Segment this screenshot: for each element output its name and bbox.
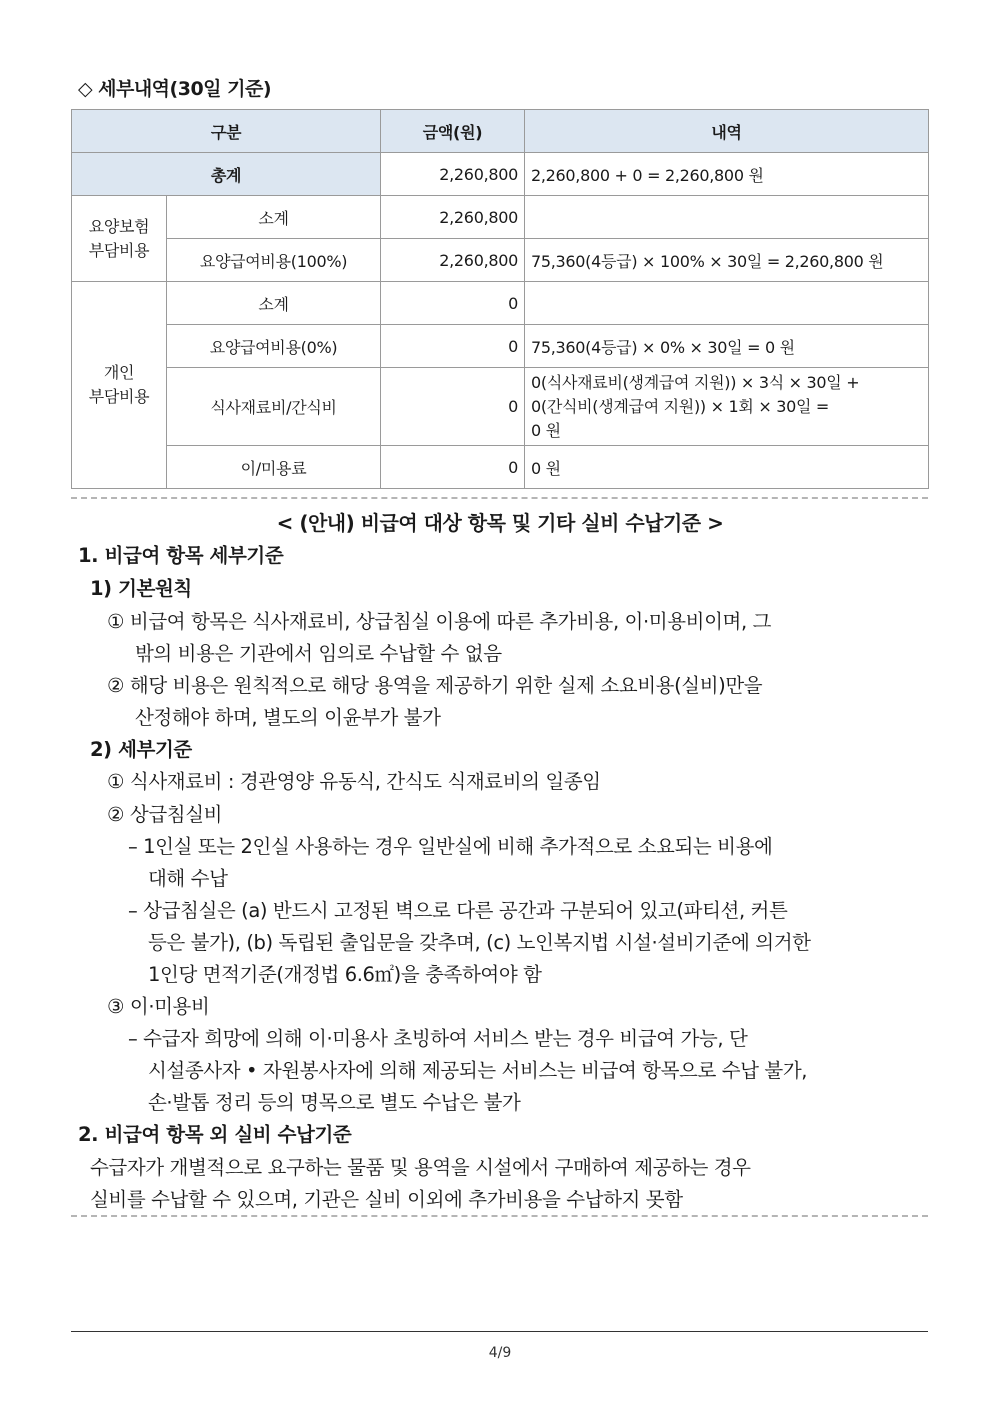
insurance-group-line2: 부담비용 xyxy=(88,240,150,260)
section-title xyxy=(78,74,271,101)
header-amount: 금액(원) xyxy=(381,110,525,153)
table-row xyxy=(72,325,929,368)
insurance-group-line1: 요양보험 xyxy=(88,216,150,236)
guide-line: ① 식사재료비 : 경관영양 유동식, 간식도 식재료비의 일종임 xyxy=(107,770,601,793)
row-label: 소계 xyxy=(167,282,381,325)
guide-title: < (안내) 비급여 대상 항목 및 기타 실비 수납기준 > xyxy=(276,511,724,535)
guide-line: 손·발톱 정리 등의 명목으로 별도 수납은 불가 xyxy=(148,1091,521,1114)
guide-line: ① 비급여 항목은 식사재료비, 상급침실 이용에 따른 추가비용, 이·미용비이며, 그 xyxy=(107,610,772,633)
guide-subheading: 2) 세부기준 xyxy=(90,738,192,761)
row-amount: 2,260,800 xyxy=(381,196,525,239)
guide-line: 시설종사자 • 자원봉사자에 의해 제공되는 서비스는 비급여 항목으로 수납 불가, xyxy=(148,1059,808,1082)
row-detail: 0 원 xyxy=(525,446,929,489)
guide-line: 수급자가 개별적으로 요구하는 물품 및 용역을 시설에서 구매하여 제공하는 경우 xyxy=(90,1156,751,1179)
guide-line: – 수급자 희망에 의해 이·미용사 초빙하여 서비스 받는 경우 비급여 가능, 단 xyxy=(128,1027,748,1050)
total-detail: 2,260,800 + 0 = 2,260,800 원 xyxy=(525,153,929,196)
guide-line: 등은 불가), (b) 독립된 출입문을 갖추며, (c) 노인복지법 시설·설비기준에 의거한 xyxy=(148,931,811,954)
footer-rule xyxy=(71,1331,928,1332)
row-detail-line: 0 원 xyxy=(531,420,561,440)
dashed-divider-top xyxy=(71,497,928,499)
dashed-divider-bottom xyxy=(71,1215,928,1217)
guide-line: ② 상급침실비 xyxy=(107,803,223,826)
guide-heading: 1. 비급여 항목 세부기준 xyxy=(78,544,284,567)
table-row xyxy=(72,239,929,282)
diamond-icon: ◇ xyxy=(78,78,93,100)
row-detail xyxy=(525,368,929,446)
guide-line: 실비를 수납할 수 있으며, 기관은 실비 이외에 추가비용을 수납하지 못함 xyxy=(90,1188,683,1211)
guide-line: 1인당 면적기준(개정법 6.6㎡)을 충족하여야 함 xyxy=(148,963,542,986)
row-detail-line: 0(간식비(생계급여 지원)) × 1회 × 30일 = xyxy=(531,396,830,416)
row-detail xyxy=(525,196,929,239)
personal-group-line2: 부담비용 xyxy=(88,387,150,406)
total-label: 총계 xyxy=(72,153,381,196)
page-number: 4/9 xyxy=(488,1345,512,1361)
guide-subheading: 1) 기본원칙 xyxy=(90,577,192,600)
row-amount: 0 xyxy=(381,282,525,325)
guide-line: 대해 수납 xyxy=(148,867,228,890)
guide-heading: 2. 비급여 항목 외 실비 수납기준 xyxy=(78,1123,352,1146)
row-detail: 75,360(4등급) × 100% × 30일 = 2,260,800 원 xyxy=(525,239,929,282)
row-amount: 0 xyxy=(381,446,525,489)
guide-line: – 1인실 또는 2인실 사용하는 경우 일반실에 비해 추가적으로 소요되는 비용에 xyxy=(128,835,773,858)
row-detail: 75,360(4등급) × 0% × 30일 = 0 원 xyxy=(525,325,929,368)
section-title-text: 세부내역(30일 기준) xyxy=(98,78,272,100)
table-row xyxy=(72,446,929,489)
row-label: 이/미용료 xyxy=(167,446,381,489)
row-label: 식사재료비/간식비 xyxy=(167,368,381,446)
table-row xyxy=(72,196,929,239)
row-amount: 0 xyxy=(381,325,525,368)
guide-line: ② 해당 비용은 원칙적으로 해당 용역을 제공하기 위한 실제 소요비용(실비)만을 xyxy=(107,674,763,697)
total-amount: 2,260,800 xyxy=(381,153,525,196)
row-detail xyxy=(525,282,929,325)
table-row-total xyxy=(72,153,929,196)
guide-line: – 상급침실은 (a) 반드시 고정된 벽으로 다른 공간과 구분되어 있고(파티션, 커튼 xyxy=(128,899,788,922)
row-amount: 2,260,800 xyxy=(381,239,525,282)
table-header-row xyxy=(72,110,929,153)
row-amount: 0 xyxy=(381,368,525,446)
header-detail: 내역 xyxy=(525,110,929,153)
personal-group-line1: 개인 xyxy=(103,363,135,382)
personal-group-cell xyxy=(72,282,167,489)
guide-line: 밖의 비용은 기관에서 임의로 수납할 수 없음 xyxy=(135,642,502,665)
guide-line: ③ 이·미용비 xyxy=(107,995,210,1018)
insurance-group-cell xyxy=(72,196,167,282)
header-category: 구분 xyxy=(72,110,381,153)
detail-table xyxy=(71,109,929,489)
table-row xyxy=(72,282,929,325)
row-label: 요양급여비용(100%) xyxy=(167,239,381,282)
row-label: 소계 xyxy=(167,196,381,239)
table-row xyxy=(72,368,929,446)
row-detail-line: 0(식사재료비(생계급여 지원)) × 3식 × 30일 + xyxy=(531,372,860,392)
row-label: 요양급여비용(0%) xyxy=(167,325,381,368)
guide-line: 산정해야 하며, 별도의 이윤부가 불가 xyxy=(135,706,441,729)
